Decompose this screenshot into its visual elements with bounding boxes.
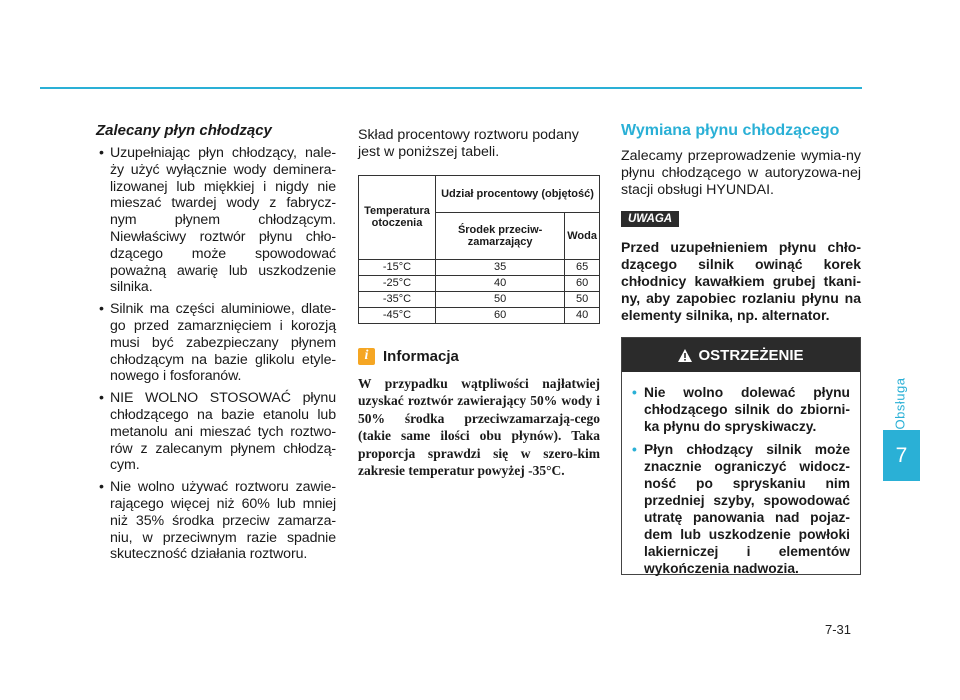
cell-temp: -35°C — [359, 291, 436, 307]
column-coolant-change — [621, 122, 861, 575]
warning-box — [621, 337, 861, 575]
caution-badge: UWAGA — [621, 211, 679, 227]
warning-title: OSTRZEŻENIE — [698, 346, 804, 364]
section-heading-recommended-coolant: Zalecany płyn chłodzący — [96, 122, 272, 139]
list-item: • Nie wolno dolewać płynu chłodzącego silnik do zbiorni-ka płynu do spryskiwaczy. — [632, 384, 850, 435]
cell-temp: -45°C — [359, 307, 436, 323]
table-row — [359, 259, 600, 275]
cell-antifreeze: 40 — [436, 275, 565, 291]
page-number: 7-31 — [825, 622, 852, 637]
cell-antifreeze: 35 — [436, 259, 565, 275]
header-water: Woda — [565, 212, 600, 259]
bullet-list — [96, 145, 336, 563]
section-title-coolant-change: Wymiana płynu chłodzącego — [621, 122, 840, 139]
table-row — [359, 307, 600, 323]
warning-triangle-icon — [678, 349, 692, 362]
warning-list — [632, 384, 850, 577]
cell-antifreeze: 60 — [436, 307, 565, 323]
column-recommended-coolant — [96, 122, 336, 568]
cell-water: 60 — [565, 275, 600, 291]
list-item: • Nie wolno używać roztworu zawie-rającego więcej niż 60% lub mniej niż 35% środka przeciw zamarza-niu, w przeciwnym razie spadnie skuteczność działania roztworu. — [96, 479, 336, 563]
info-icon: i — [358, 348, 375, 365]
header-antifreeze: Środek przeciw-zamarzający — [436, 212, 565, 259]
chapter-number-tab: 7 — [883, 430, 920, 481]
column-coolant-table — [358, 127, 600, 480]
cell-water: 40 — [565, 307, 600, 323]
info-text: W przypadku wątpliwości najłatwiej uzyskać roztwór zawierający 50% wody i 50% środka przeciwzamarzają-cego (takie same ilości obu płynów). Taka proporcja sprawdzi się w szero-kim zakresie temperatur powyżej -35°C. — [358, 375, 600, 479]
header-temperature: Temperatura otoczenia — [359, 175, 436, 259]
list-item: • Silnik ma części aluminiowe, dlate-go przed zamarznięciem i korozją musi być zabezpieczany płynem chłodzącym na bazie glikolu etyle-nowego i fosforanów. — [96, 301, 336, 385]
table-intro: Skład procentowy roztworu podany jest w poniższej tabeli. — [358, 127, 579, 160]
cell-temp: -25°C — [359, 275, 436, 291]
cell-water: 50 — [565, 291, 600, 307]
warning-header — [622, 338, 860, 372]
coolant-mix-table — [358, 175, 600, 324]
list-item: • Płyn chłodzący silnik może znacznie ograniczyć widocz-ność po spryskaniu nim przedniej szyby, spowodować utratę panowania nad pojaz-dem lub uszkodzenie powłoki lakierniczej i elementów wykończenia nadwozia. — [632, 441, 850, 577]
info-header — [358, 348, 600, 365]
coolant-change-text: Zalecamy przeprowadzenie wymia-ny płynu chłodzącego w autoryzowa-nej stacji obsługi HYUNDAI. — [621, 148, 861, 198]
info-title: Informacja — [383, 347, 459, 365]
header-percentage: Udział procentowy (objętość) — [436, 175, 600, 212]
table-row — [359, 291, 600, 307]
top-rule — [40, 87, 862, 89]
list-item: • NIE WOLNO STOSOWAĆ płynu chłodzącego na bazie etanolu lub metanolu ani mieszać tych roztwo-rów z zalecanym płynem chłodzą-cym. — [96, 390, 336, 474]
cell-antifreeze: 50 — [436, 291, 565, 307]
cell-water: 65 — [565, 259, 600, 275]
cell-temp: -15°C — [359, 259, 436, 275]
section-label-text: Obsługa — [892, 377, 908, 429]
list-item: • Uzupełniając płyn chłodzący, nale-ży użyć wyłącznie wody deminera-lizowanej lub miękkiej i nigdy nie mieszać twardej wody z fabrycz-nym płynem chłodzącym. Niewłaściwy roztwór płynu chło-dzącego może spowodować poważną awarię lub uszkodzenie silnika. — [96, 145, 336, 296]
caution-text: Przed uzupełnieniem płynu chło-dzącego silnik owinąć korek chłodnicy kawałkiem grubej tkani-ny, aby zapobiec rozlaniu płynu na elementy silnika, np. alternator. — [621, 239, 861, 323]
table-row — [359, 275, 600, 291]
